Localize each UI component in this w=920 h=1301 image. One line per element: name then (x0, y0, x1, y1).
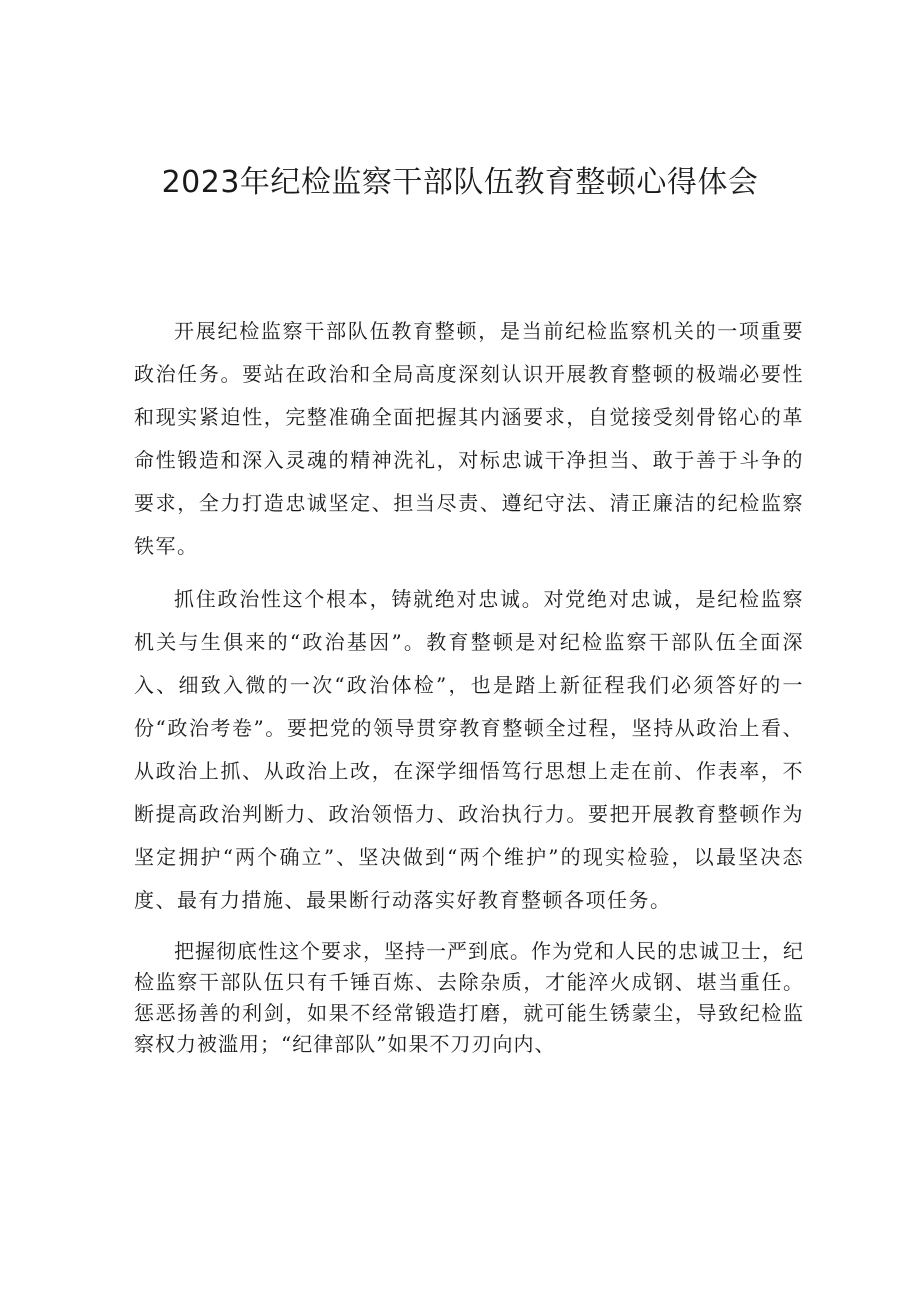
paragraph-3: 把握彻底性这个要求，坚持一严到底。作为党和人民的忠诚卫士，纪检监察干部队伍只有千锤百炼、去除杂质，才能淬火成钢、堪当重任。惩恶扬善的利剑，如果不经常锻造打磨，就可能生锈蒙尘，导致纪检监察权力被滥用；“纪律部队”如果不刀刃向内、 (134, 939, 804, 1056)
document-body (134, 310, 804, 1060)
paragraph-1: 开展纪检监察干部队伍教育整顿，是当前纪检监察机关的一项重要政治任务。要站在政治和全局高度深刻认识开展教育整顿的极端必要性和现实紧迫性，完整准确全面把握其内涵要求，自觉接受刻骨铭心的革命性锻造和深入灵魂的精神洗礼，对标忠诚干净担当、敢于善于斗争的要求，全力打造忠诚坚定、担当尽责、遵纪守法、清正廉洁的纪检监察铁军。 (134, 319, 804, 558)
paragraph-2: 抓住政治性这个根本，铸就绝对忠诚。对党绝对忠诚，是纪检监察机关与生俱来的“政治基因”。教育整顿是对纪检监察干部队伍全面深入、细致入微的一次“政治体检”，也是踏上新征程我们必须答好的一份“政治考卷”。要把党的领导贯穿教育整顿全过程，坚持从政治上看、从政治上抓、从政治上改，在深学细悟笃行思想上走在前、作表率，不断提高政治判断力、政治领悟力、政治执行力。要把开展教育整顿作为坚定拥护“两个确立”、坚决做到“两个维护”的现实检验，以最坚决态度、最有力措施、最果断行动落实好教育整顿各项任务。 (134, 587, 804, 912)
document-title: 2023年纪检监察干部队伍教育整顿心得体会 (161, 165, 759, 200)
